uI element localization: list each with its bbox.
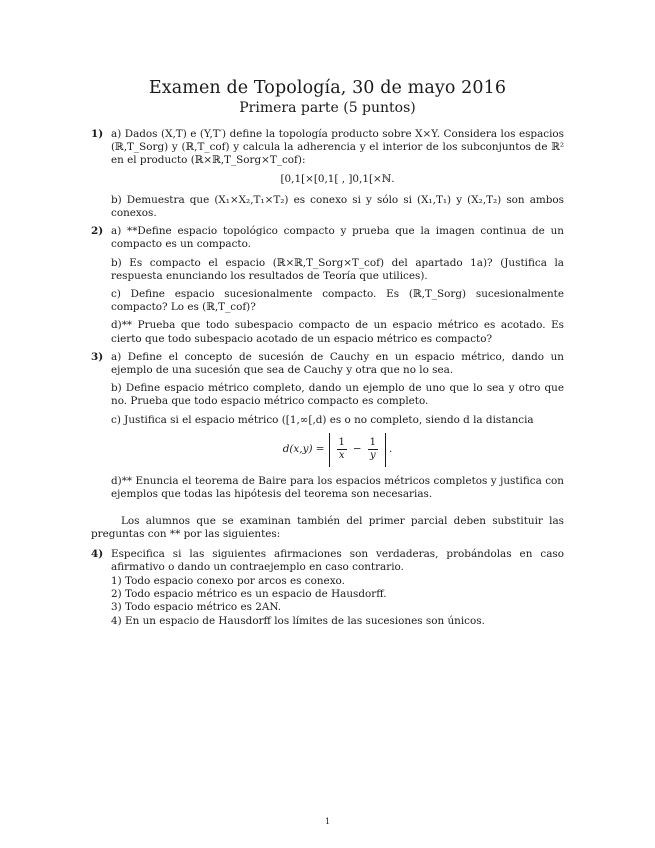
- problem-number: 3): [91, 350, 104, 363]
- item-text: Todo espacio métrico es 2AN.: [125, 601, 282, 614]
- item-text: En un espacio de Hausdorff los límites de las sucesiones son únicos.: [125, 614, 485, 627]
- problem-1-part-b: b) Demuestra que (X₁×X₂,T₁×T₂) es conexo si y sólo si (X₁,T₁) y (X₂,T₂) son ambos conexos.: [111, 193, 564, 220]
- problem-2: [91, 225, 564, 346]
- numerator: 1: [338, 437, 345, 449]
- problem-2-part-b: b) Es compacto el espacio (ℝ×ℝ,T_Sorg×T_cof) del apartado 1a)? (Justifica la respuesta enunciando los resultados de Teoría que utilices).: [111, 256, 564, 282]
- problem-1-part-a: a) Dados (X,T) e (Y,T′) define la topología producto sobre X×Y. Considera los espacios (ℝ,T_Sorg) y (ℝ,T_cof) y calcula la adherencia y el interior de los subconjuntos de ℝ² en el producto (ℝ×ℝ,T_Sorg×T_cof):: [111, 128, 564, 167]
- problem-number: 1): [91, 128, 104, 140]
- item-number: 3): [111, 601, 122, 614]
- fraction-1-over-y: [368, 437, 378, 462]
- exam-subtitle: Primera parte (5 puntos): [239, 100, 416, 116]
- problem-number: 4): [91, 547, 104, 560]
- problem-1-sets: [0,1[×[0,1[ , ]0,1[×ℕ.: [280, 172, 395, 185]
- minus-sign: −: [352, 443, 362, 456]
- list-item: [111, 588, 564, 601]
- statement-list: [111, 575, 564, 628]
- page-number: 1: [324, 817, 331, 826]
- problem-3-part-c: c) Justifica si el espacio métrico ([1,∞[,d) es o no completo, siendo d la distancia: [111, 413, 534, 426]
- problem-4-intro: Especifica si las siguientes afirmaciones son verdaderas, probándolas en caso afirmativo o dando un contraejemplo en caso contrario.: [111, 547, 564, 573]
- list-item: [111, 575, 564, 588]
- problem-2-part-c: c) Define espacio sucesionalmente compacto. Es (ℝ,T_Sorg) sucesionalmente compacto? Lo es (ℝ,T_cof)?: [111, 288, 564, 314]
- numerator: 1: [369, 437, 376, 449]
- list-item: [111, 615, 564, 628]
- problem-3-part-d: d)** Enuncia el teorema de Baire para los espacios métricos completos y justifica con ejemplos que todas las hipótesis del teorema son necesarias.: [111, 474, 564, 501]
- absolute-value: [329, 433, 386, 467]
- formula-period: .: [388, 443, 393, 456]
- problem-number: 2): [91, 225, 104, 238]
- formula-lhs: d(x,y) =: [282, 443, 325, 456]
- problem-3: [91, 351, 564, 501]
- distance-formula: [111, 433, 564, 467]
- item-text: Todo espacio conexo por arcos es conexo.: [125, 575, 345, 588]
- item-number: 4): [111, 614, 122, 627]
- problem-3-part-a: a) Define el concepto de sucesión de Cauchy en un espacio métrico, dando un ejemplo de una sucesión que sea de Cauchy y otra que no lo sea.: [111, 350, 564, 377]
- problem-2-part-a: a) **Define espacio topológico compacto y prueba que la imagen continua de un compacto es un compacto.: [111, 225, 564, 251]
- item-number: 1): [111, 575, 122, 588]
- problem-2-part-d: d)** Prueba que todo subespacio compacto de un espacio métrico es acotado. Es cierto que todo subespacio acotado de un espacio métrico es compacto?: [111, 319, 564, 345]
- list-item: [111, 601, 564, 614]
- item-text: Todo espacio métrico es un espacio de Hausdorff.: [125, 588, 387, 601]
- problem-4: [91, 548, 564, 628]
- exam-title: Examen de Topología, 30 de mayo 2016: [148, 78, 507, 98]
- item-number: 2): [111, 588, 122, 601]
- exam-body: [91, 128, 564, 632]
- problem-1: [91, 128, 564, 220]
- problem-3-part-b: b) Define espacio métrico completo, dando un ejemplo de uno que lo sea y otro que no. Prueba que todo espacio métrico compacto es completo.: [111, 382, 564, 408]
- denominator: x: [338, 450, 345, 462]
- fraction-1-over-x: [337, 437, 347, 462]
- substitution-note: Los alumnos que se examinan también del primer parcial deben substituir las preguntas con ** por las siguientes:: [91, 515, 564, 541]
- denominator: y: [369, 450, 376, 462]
